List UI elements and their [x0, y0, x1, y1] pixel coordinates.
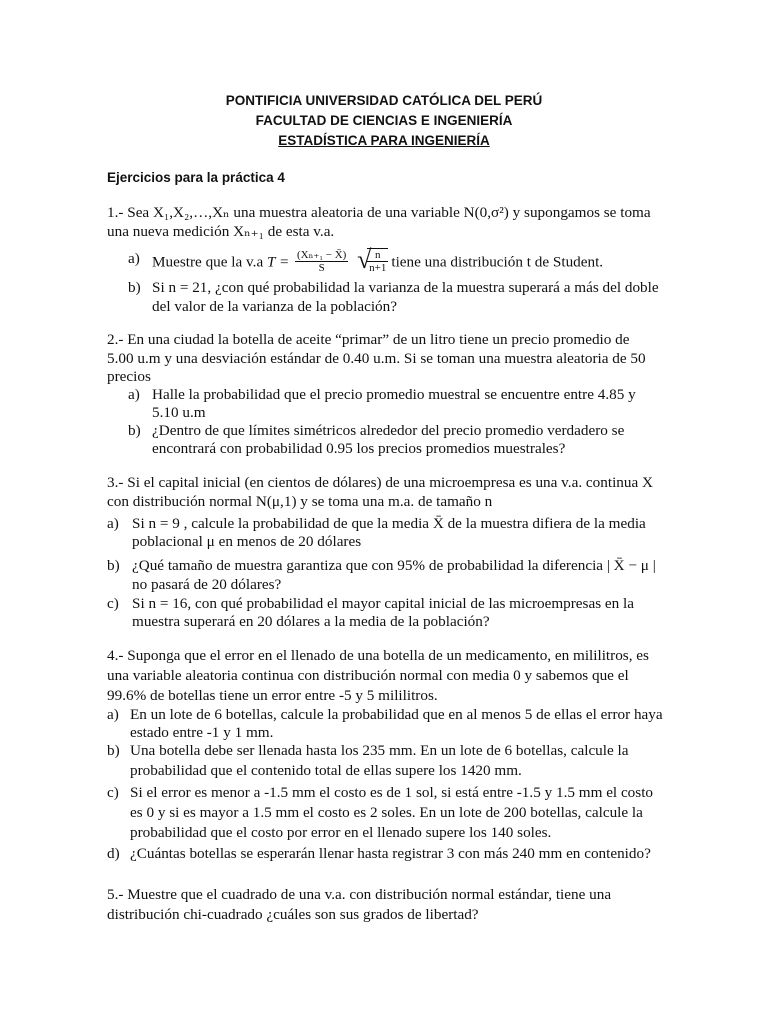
- p3-line2: con distribución normal N(μ,1) y se toma una m.a. de tamaño n: [107, 493, 493, 510]
- p1-a-rden: n+1: [369, 262, 387, 274]
- p3-a-line2: poblacional μ en menos de 20 dólares: [132, 533, 362, 550]
- p2-b-line1: ¿Dentro de que límites simétricos alrededor del precio promedio verdadero se: [152, 422, 625, 439]
- p3-a-label: a): [107, 515, 119, 532]
- p2-line2: 5.00 u.m y una desviación estándar de 0.40 u.m. Si se toman una muestra aleatoria de 50: [107, 350, 646, 367]
- p4-a-line1: En un lote de 6 botellas, calcule la probabilidad que en al menos 5 de ellas el error haya: [130, 706, 663, 723]
- p3-b-label: b): [107, 557, 120, 574]
- p4-c-line3: probabilidad que el costo por error en el llenado supere los 140 soles.: [130, 824, 552, 841]
- p1-line2: una nueva medición Xₙ₊₁ de esta v.a.: [107, 223, 335, 240]
- p2-b-label: b): [128, 422, 141, 439]
- p4-b-label: b): [107, 742, 120, 759]
- exercise-subtitle: Ejercicios para la práctica 4: [107, 170, 285, 185]
- p4-line1: 4.- Suponga que el error en el llenado de una botella de un medicamento, en mililitros, es: [107, 647, 649, 664]
- p1-a-sqrt: [357, 245, 388, 274]
- p4-a-line2: estado entre -1 y 1 mm.: [130, 724, 274, 741]
- p3-b-line1: ¿Qué tamaño de muestra garantiza que con 95% de probabilidad la diferencia | X̄ − μ |: [132, 557, 656, 574]
- p3-c-line2: muestra superará en 20 dólares a la media de la población?: [132, 613, 490, 630]
- p4-c-line1: Si el error es menor a -1.5 mm el costo es de 1 sol, si está entre -1.5 y 1.5 mm el costo: [130, 784, 654, 801]
- p4-a-label: a): [107, 706, 119, 723]
- p1-a-den: S: [318, 261, 325, 274]
- p1-line1: 1.- Sea X₁,X₂,…,Xₙ una muestra aleatoria de una variable N(0,σ²) y supongamos se toma: [107, 204, 651, 221]
- p1-a-num: (Xₙ₊₁ − X̄): [297, 248, 347, 261]
- course-title: ESTADÍSTICA PARA INGENIERÍA: [278, 133, 490, 148]
- p1-a-post: tiene una distribución t de Student.: [391, 253, 604, 271]
- p2-a-label: a): [128, 386, 140, 403]
- p3-c-line1: Si n = 16, con qué probabilidad el mayor capital inicial de las microempresas en la: [132, 595, 635, 612]
- p2-line1: 2.- En una ciudad la botella de aceite “primar” de un litro tiene un precio promedio de: [107, 331, 630, 348]
- p1-a-line: [152, 245, 604, 276]
- p1-b-label: b): [128, 279, 141, 296]
- p4-c-line2: es 0 y si es mayor a 1.5 mm el costo es 2 soles. En un lote de 200 botellas, calcule la: [130, 804, 643, 821]
- p4-b-line1: Una botella debe ser llenada hasta los 235 mm. En un lote de 6 botellas, calcule la: [130, 742, 629, 759]
- p3-b-line2: no pasará de 20 dólares?: [132, 576, 282, 593]
- p1-a-pre: Muestre que la v.a: [152, 253, 267, 271]
- p4-line3: 99.6% de botellas tiene un error entre -5 y 5 mililitros.: [107, 687, 438, 704]
- university-title: PONTIFICIA UNIVERSIDAD CATÓLICA DEL PERÚ: [225, 93, 543, 108]
- p2-b-line2: encontrará con probabilidad 0.95 los precios promedios muestrales?: [152, 440, 566, 457]
- p4-b-line2: probabilidad que el contenido total de ellas supere los 1420 mm.: [130, 762, 522, 779]
- p3-c-label: c): [107, 595, 119, 612]
- p3-line1: 3.- Si el capital inicial (en cientos de dólares) de una microempresa es una v.a. continua X: [107, 474, 653, 491]
- p5-line1: 5.- Muestre que el cuadrado de una v.a. con distribución normal estándar, tiene una: [107, 886, 612, 903]
- p2-line3: precios: [107, 368, 151, 385]
- p2-a-line1: Halle la probabilidad que el precio promedio muestral se encuentre entre 4.85 y: [152, 386, 636, 403]
- p1-b-line2: del valor de la varianza de la población?: [152, 298, 397, 315]
- p4-d-label: d): [107, 845, 120, 862]
- p5-line2: distribución chi-cuadrado ¿cuáles son sus grados de libertad?: [107, 906, 479, 923]
- p1-a-rnum: n: [367, 249, 388, 262]
- p1-b-line1: Si n = 21, ¿con qué probabilidad la varianza de la muestra superará a más del doble: [152, 279, 659, 296]
- radical-icon: √: [357, 245, 372, 274]
- p4-d-line1: ¿Cuántas botellas se esperarán llenar hasta registrar 3 con más 240 mm en contenido?: [130, 845, 651, 862]
- p3-a-line1: Si n = 9 , calcule la probabilidad de que la media X̄ de la muestra difiera de la media: [132, 515, 646, 532]
- p1-a-t: T =: [267, 253, 290, 271]
- p4-c-label: c): [107, 784, 119, 801]
- p4-line2: una variable aleatoria continua con distribución normal con media 0 y sabemos que el: [107, 667, 629, 684]
- p1-a-fraction: [295, 249, 348, 274]
- faculty-title: FACULTAD DE CIENCIAS E INGENIERÍA: [255, 113, 513, 128]
- p2-a-line2: 5.10 u.m: [152, 404, 206, 421]
- p1-a-label: a): [128, 250, 140, 267]
